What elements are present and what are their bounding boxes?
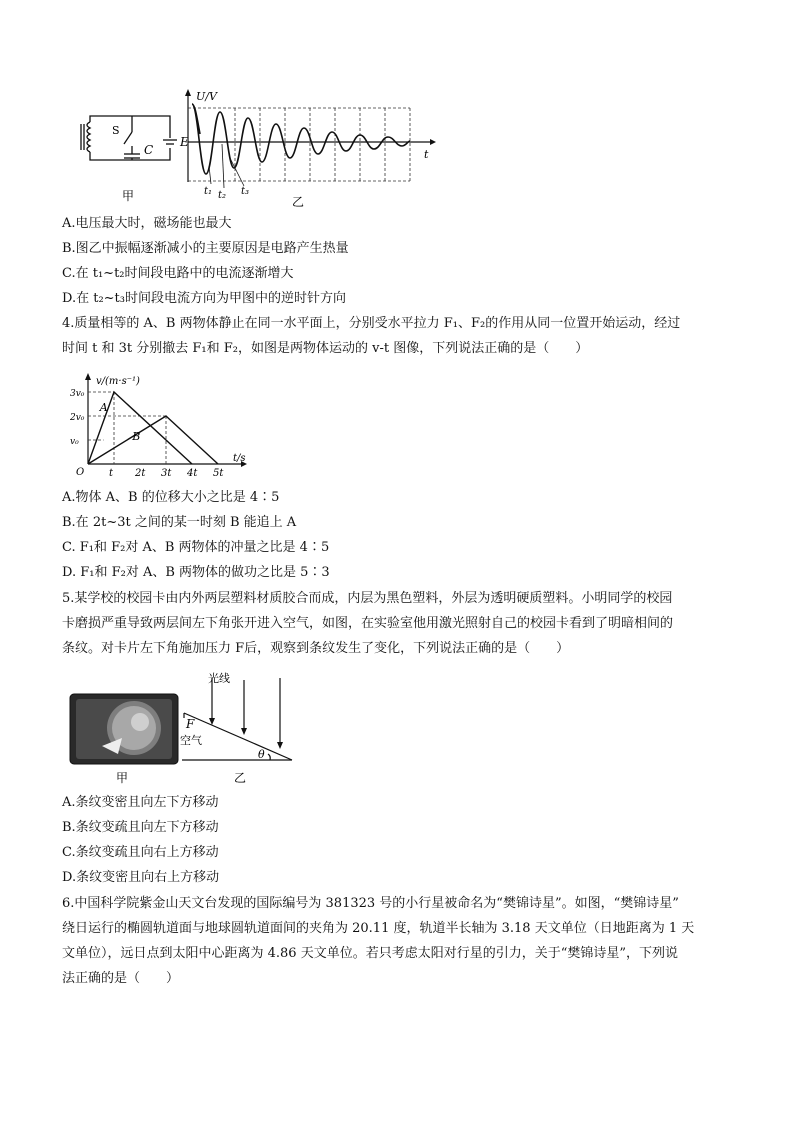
y-axis-label: U/V — [196, 90, 217, 103]
inductor-coil — [87, 122, 90, 152]
x-tick-label: 5t — [213, 468, 224, 479]
q6-stem-line-1: 6.中国科学院紫金山天文台发现的国际编号为 381323 号的小行星被命名为“樊锦诗星”。如图，“樊锦诗星” — [62, 896, 679, 911]
q6-stem-line-4: 法正确的是（ ） — [62, 971, 180, 986]
q4-option-a: A.物体 A、B 的位移大小之比是 4∶5 — [62, 490, 280, 505]
x-tick-label: 4t — [187, 468, 198, 479]
yi-caption-q5: 乙 — [234, 771, 247, 785]
series-label-B: B — [132, 430, 141, 443]
q5-option-a: A.条纹变密且向左下方移动 — [62, 795, 219, 810]
q3-option-c: C.在 t₁~t₂时间段电路中的电流逐渐增大 — [62, 266, 294, 281]
q4-option-c: C. F₁和 F₂对 A、B 两物体的冲量之比是 4∶5 — [62, 540, 330, 555]
y-axis-arrow — [85, 373, 91, 380]
y-tick-label: v₀ — [70, 437, 79, 447]
t1-label: t₁ — [204, 186, 213, 197]
jia-caption-q5: 甲 — [116, 771, 129, 785]
y-tick-label: 3v₀ — [70, 389, 85, 399]
q5-option-d: D.条纹变密且向右上方移动 — [62, 870, 220, 885]
emf-label: E — [180, 135, 189, 149]
yi-caption: 乙 — [292, 195, 305, 209]
q4-stem-line-2: 时间 t 和 3t 分别撤去 F₁和 F₂，如图是两物体运动的 v-t 图像，下列说法正确的是（ ） — [62, 341, 589, 356]
x-tick-label: 3t — [161, 468, 172, 479]
y-axis-label: v/(m·s⁻¹) — [96, 376, 140, 387]
q5-figure — [62, 666, 312, 792]
x-tick-label: t — [109, 468, 114, 479]
x-tick-label: 2t — [135, 468, 146, 479]
q3-option-a: A.电压最大时，磁场能也最大 — [62, 216, 232, 231]
q3-figure — [60, 84, 440, 214]
q5-stem-line-1: 5.某学校的校园卡由内外两层塑料材质胶合而成，内层为黑色塑料，外层为透明硬质塑料。小明同学的校园 — [62, 591, 673, 606]
origin-label: O — [76, 467, 85, 478]
angle-label: θ — [258, 748, 265, 761]
light-label: 光线 — [208, 672, 230, 685]
voltage-time-graph — [185, 89, 436, 188]
q3-option-d: D.在 t₂~t₃时间段电流方向为甲图中的逆时针方向 — [62, 291, 346, 306]
t3-label: t₃ — [241, 186, 250, 197]
t2-label: t₂ — [218, 190, 227, 201]
q5-option-c: C.条纹变疏且向右上方移动 — [62, 845, 219, 860]
q5-stem-line-3: 条纹。对卡片左下角施加压力 F后，观察到条纹发生了变化，下列说法正确的是（ ） — [62, 641, 570, 656]
jia-caption: 甲 — [122, 189, 135, 203]
capacitor-label: C — [144, 143, 154, 157]
q4-vt-chart — [70, 364, 270, 484]
x-axis-label: t — [424, 148, 429, 161]
q4-option-d: D. F₁和 F₂对 A、B 两物体的做功之比是 5∶3 — [62, 565, 330, 580]
air-wedge-diagram — [182, 678, 292, 760]
x-axis-label: t/s — [233, 453, 246, 464]
switch-label: S — [112, 124, 120, 137]
q5-stem-line-2: 卡磨损严重导致两层间左下角张开进入空气，如图，在实验室他用激光照射自己的校园卡看到了明暗相间的 — [62, 616, 674, 631]
lc-circuit-diagram — [81, 116, 177, 160]
q3-option-b: B.图乙中振幅逐渐减小的主要原因是电路产生热量 — [62, 241, 349, 256]
series-label-A: A — [99, 401, 108, 415]
q5-option-b: B.条纹变疏且向左下方移动 — [62, 820, 219, 835]
q6-stem-line-3: 文单位），远日点到太阳中心距离为 4.86 天文单位。若只考虑太阳对行星的引力，关于“樊锦诗星”，下列说 — [62, 946, 679, 961]
q6-stem-line-2: 绕日运行的椭圆轨道面与地球圆轨道面间的夹角为 20.11 度，轨道半长轴为 3.18 天文单位（日地距离为 1 天 — [62, 921, 695, 936]
air-label: 空气 — [180, 734, 202, 747]
series-line-B — [88, 416, 218, 464]
y-tick-label: 2v₀ — [70, 413, 85, 423]
campus-card-photo — [70, 694, 178, 764]
q4-option-b: B.在 2t~3t 之间的某一时刻 B 能追上 A — [62, 515, 297, 530]
force-label: F — [186, 717, 195, 731]
q4-stem-line-1: 4.质量相等的 A、B 两物体静止在同一水平面上，分别受水平拉力 F₁、F₂的作用从同一位置开始运动，经过 — [62, 316, 681, 331]
